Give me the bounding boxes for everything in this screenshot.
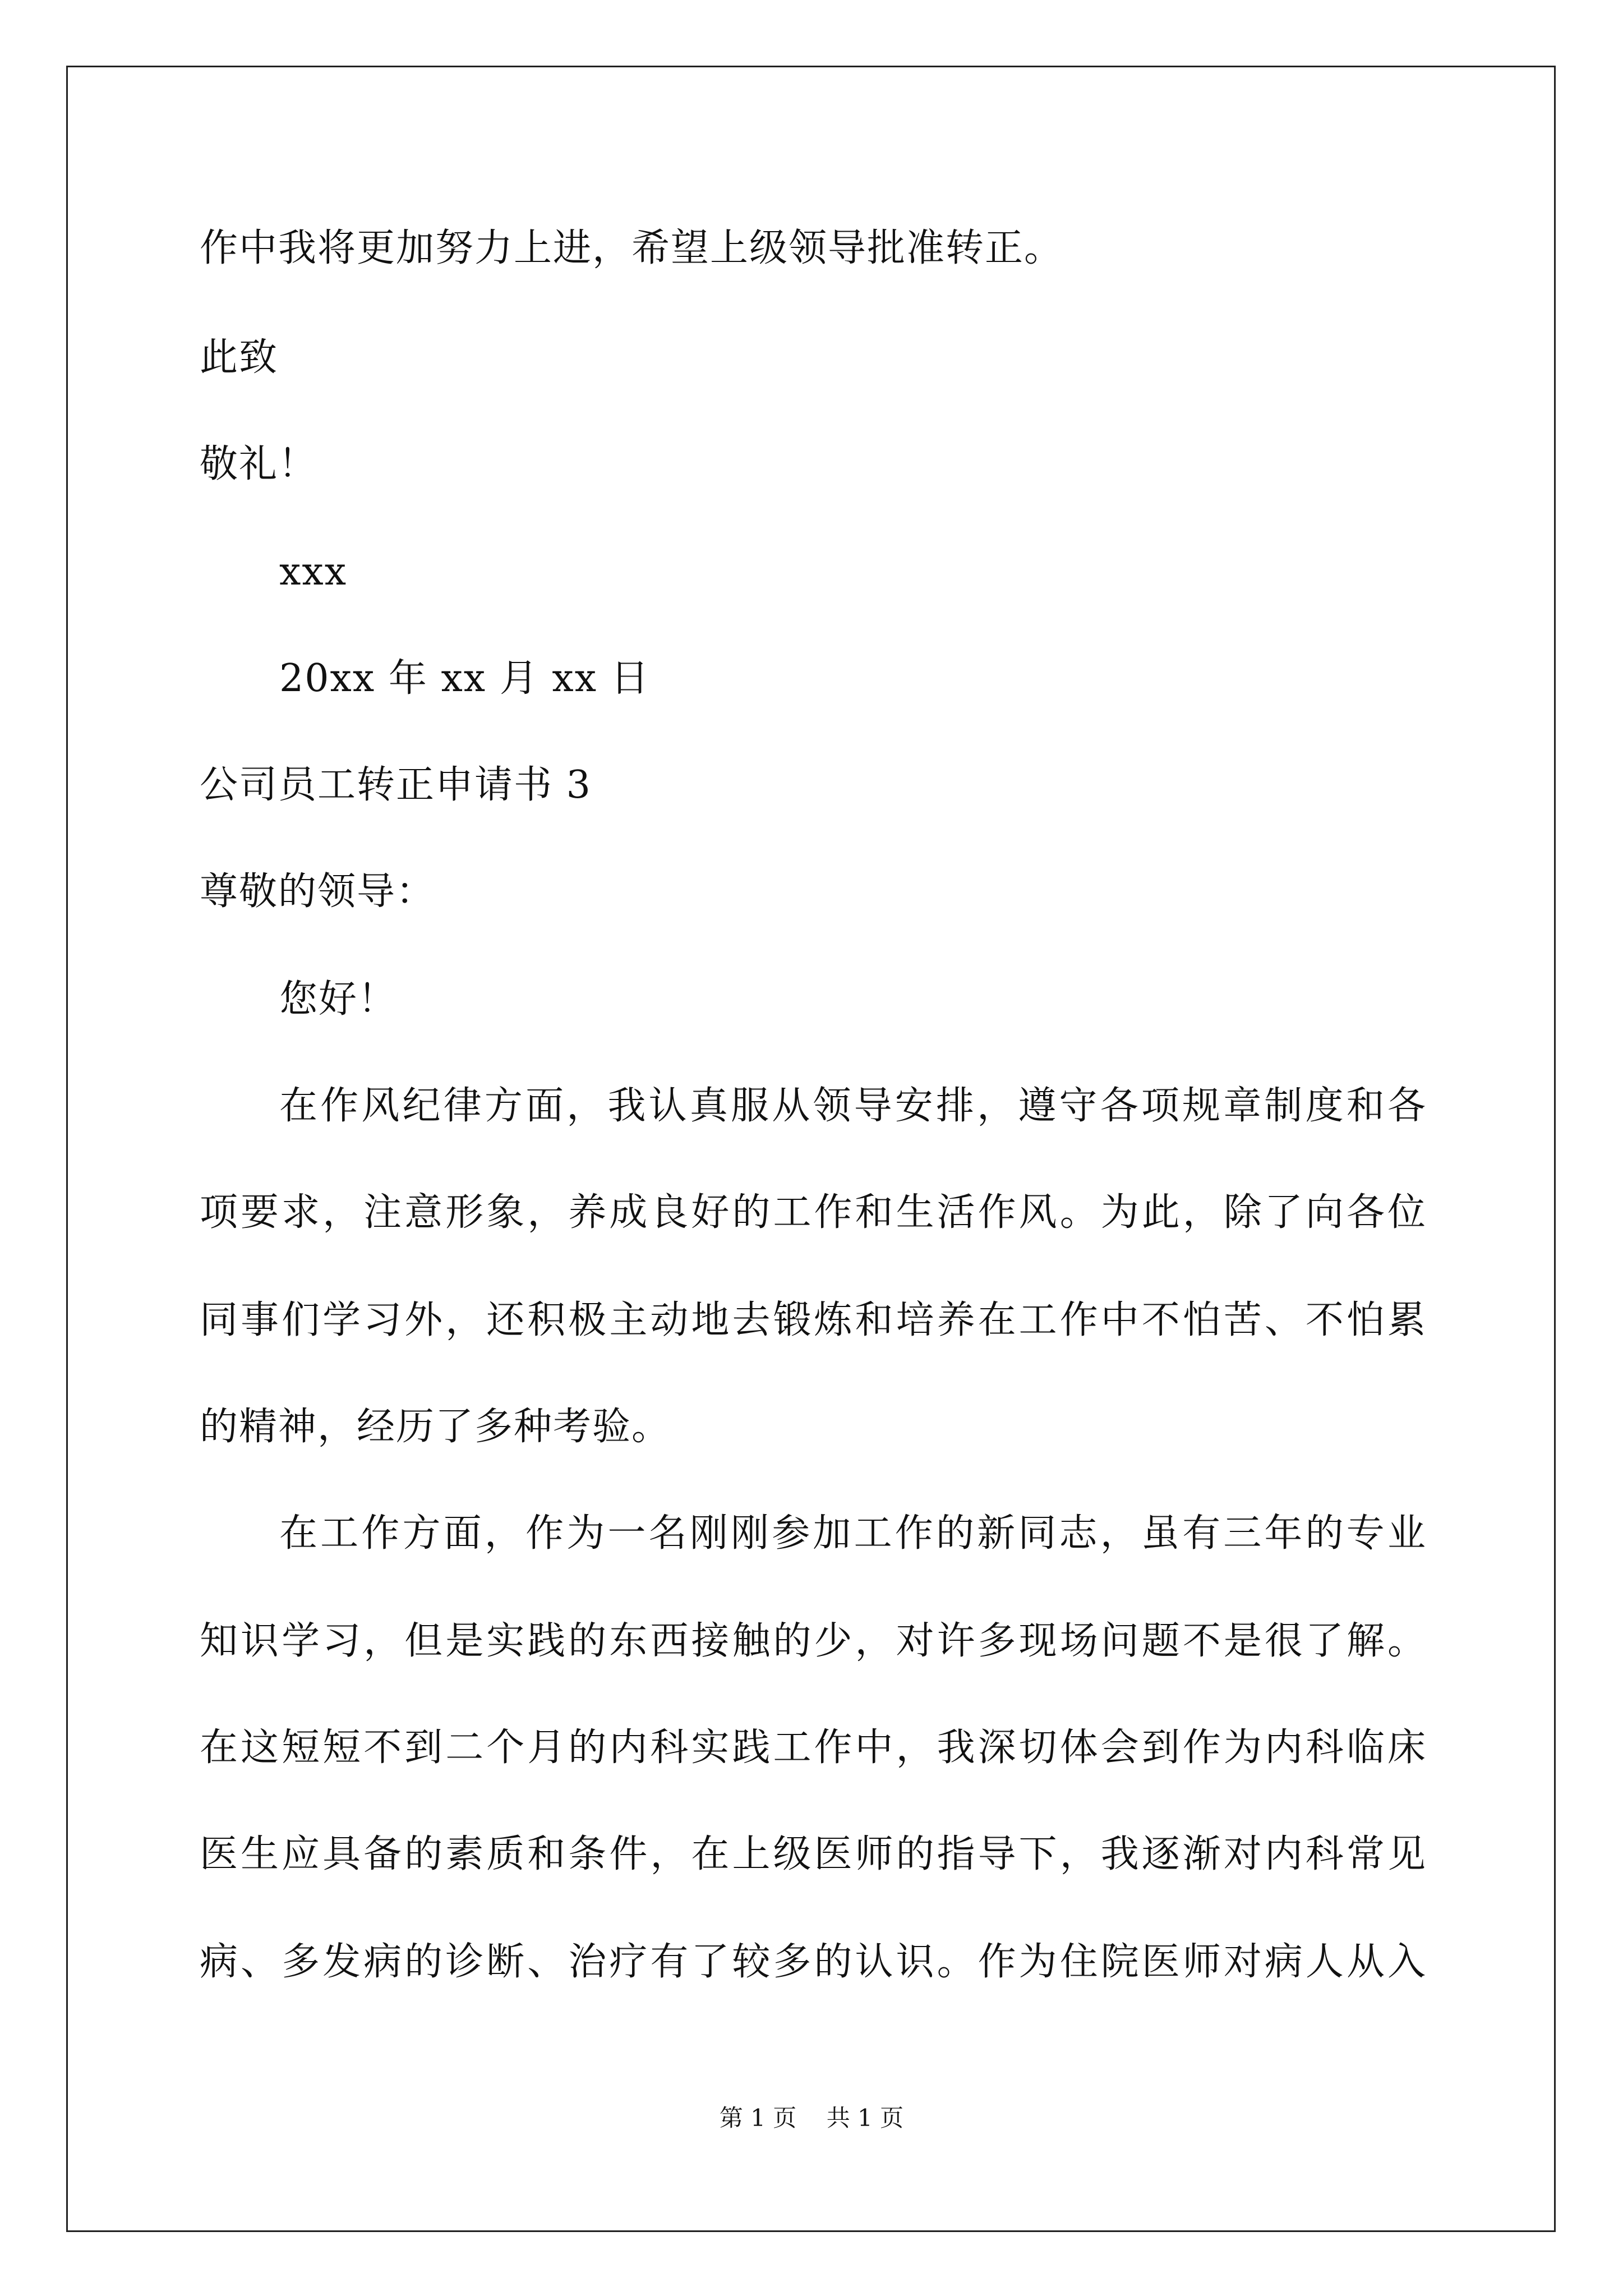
- signature-name: xxx: [279, 550, 348, 594]
- paragraph-1-line-1: 在作风纪律方面，我认真服从领导安排，遵守各项规章制度和各: [279, 1084, 1426, 1128]
- paragraph-2-line-2: 知识学习，但是实践的东西接触的少，对许多现场问题不是很了解。: [200, 1619, 1426, 1663]
- paragraph-2-line-5: 病、多发病的诊断、治疗有了较多的认识。作为住院医师对病人从入: [200, 1940, 1426, 1984]
- greeting: 您好！: [279, 977, 398, 1022]
- section-title: 公司员工转正申请书 3: [200, 763, 592, 807]
- paragraph-2-line-4: 医生应具备的素质和条件，在上级医师的指导下，我逐渐对内科常见: [200, 1832, 1426, 1876]
- paragraph-1-line-4: 的精神，经历了多种考验。: [200, 1405, 671, 1449]
- signature-date: 20xx 年 xx 月 xx 日: [279, 656, 650, 701]
- paragraph-2-line-3: 在这短短不到二个月的内科实践工作中，我深切体会到作为内科临床: [200, 1726, 1426, 1770]
- paragraph-1-line-2: 项要求，注意形象，养成良好的工作和生活作风。为此，除了向各位: [200, 1190, 1426, 1235]
- closing-regards: 敬礼！: [200, 442, 318, 486]
- page-number-footer: 第 1 页 共 1 页: [719, 2104, 904, 2132]
- closing-salutation: 此致: [200, 335, 279, 380]
- body-line-1: 作中我将更加努力上进，希望上级领导批准转正。: [200, 226, 1064, 270]
- letter-salutation: 尊敬的领导：: [200, 869, 436, 914]
- paragraph-2-line-1: 在工作方面，作为一名刚刚参加工作的新同志，虽有三年的专业: [279, 1511, 1426, 1556]
- page-border: [66, 66, 1556, 2232]
- paragraph-1-line-3: 同事们学习外，还积极主动地去锻炼和培养在工作中不怕苦、不怕累: [200, 1298, 1426, 1342]
